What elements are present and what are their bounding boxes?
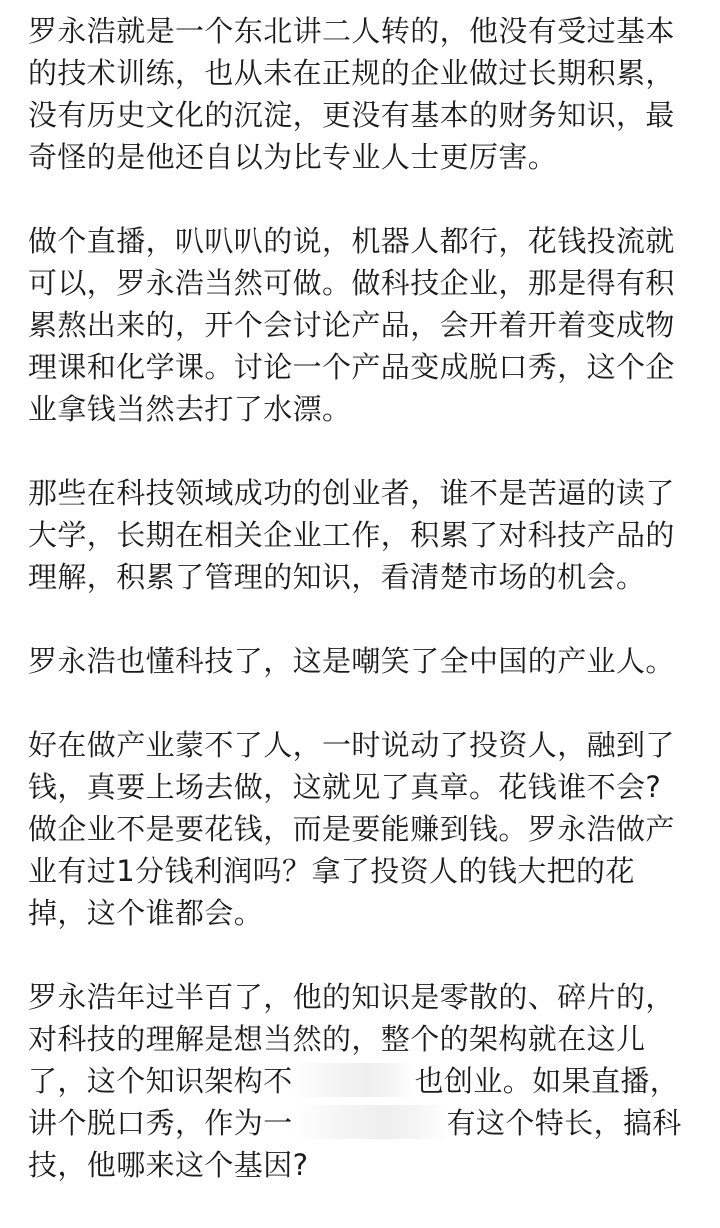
text-line: 罗永浩年过半百了，他的知识是零散的、碎片的，	[28, 980, 675, 1014]
redaction-mark	[293, 1063, 415, 1097]
text-line: 技，他哪来这个基因?	[28, 1148, 309, 1182]
text-fragment: 讲个脱口秀，作为一	[28, 1106, 293, 1140]
redaction-mark	[293, 1105, 447, 1139]
text-line: 理课和化学课。讨论一个产品变成脱口秀，这个企	[28, 350, 675, 384]
text-line: 做个直播，叭叭叭的说，机器人都行，花钱投流就	[28, 224, 675, 258]
text-line: 好在做产业蒙不了人，一时说动了投资人，融到了	[28, 728, 675, 762]
text-line: 对科技的理解是想当然的，整个的架构就在这儿	[28, 1022, 646, 1056]
text-line-with-redaction	[28, 1102, 708, 1144]
paragraph-4	[28, 640, 708, 682]
text-line: 没有历史文化的沉淀，更没有基本的财务知识，最	[28, 98, 675, 132]
text-line: 业有过1分钱利润吗？拿了投资人的钱大把的花	[28, 854, 635, 888]
text-line: 大学，长期在相关企业工作，积累了对科技产品的	[28, 518, 675, 552]
text-line: 奇怪的是他还自以为比专业人士更厉害。	[28, 140, 558, 174]
paragraph-2	[28, 220, 708, 430]
text-fragment: 了，这个知识架构不	[28, 1064, 293, 1098]
text-fragment: 有这个特长，搞科	[446, 1106, 682, 1140]
paragraph-3	[28, 472, 708, 598]
paragraph-1	[28, 10, 708, 178]
text-fragment: 也创业。如果直播，	[414, 1064, 680, 1098]
text-line: 罗永浩就是一个东北讲二人转的，他没有受过基本	[28, 14, 675, 48]
text-line: 那些在科技领域成功的创业者，谁不是苦逼的读了	[28, 476, 675, 510]
paragraph-5	[28, 724, 708, 934]
text-line: 做企业不是要花钱，而是要能赚到钱。罗永浩做产	[28, 812, 675, 846]
text-line-with-redaction	[28, 1060, 708, 1102]
text-line: 理解，积累了管理的知识，看清楚市场的机会。	[28, 560, 646, 594]
text-line: 罗永浩也懂科技了，这是嘲笑了全中国的产业人。	[28, 644, 675, 678]
article-body	[28, 10, 708, 1228]
text-line: 钱，真要上场去做，这就见了真章。花钱谁不会?	[28, 770, 662, 804]
text-line: 掉，这个谁都会。	[28, 896, 264, 930]
text-line: 可以，罗永浩当然可做。做科技企业，那是得有积	[28, 266, 675, 300]
text-line: 的技术训练，也从未在正规的企业做过长期积累，	[28, 56, 675, 90]
paragraph-6	[28, 976, 708, 1186]
text-line: 累熬出来的，开个会讨论产品，会开着开着变成物	[28, 308, 675, 342]
text-line: 业拿钱当然去打了水漂。	[28, 392, 352, 426]
